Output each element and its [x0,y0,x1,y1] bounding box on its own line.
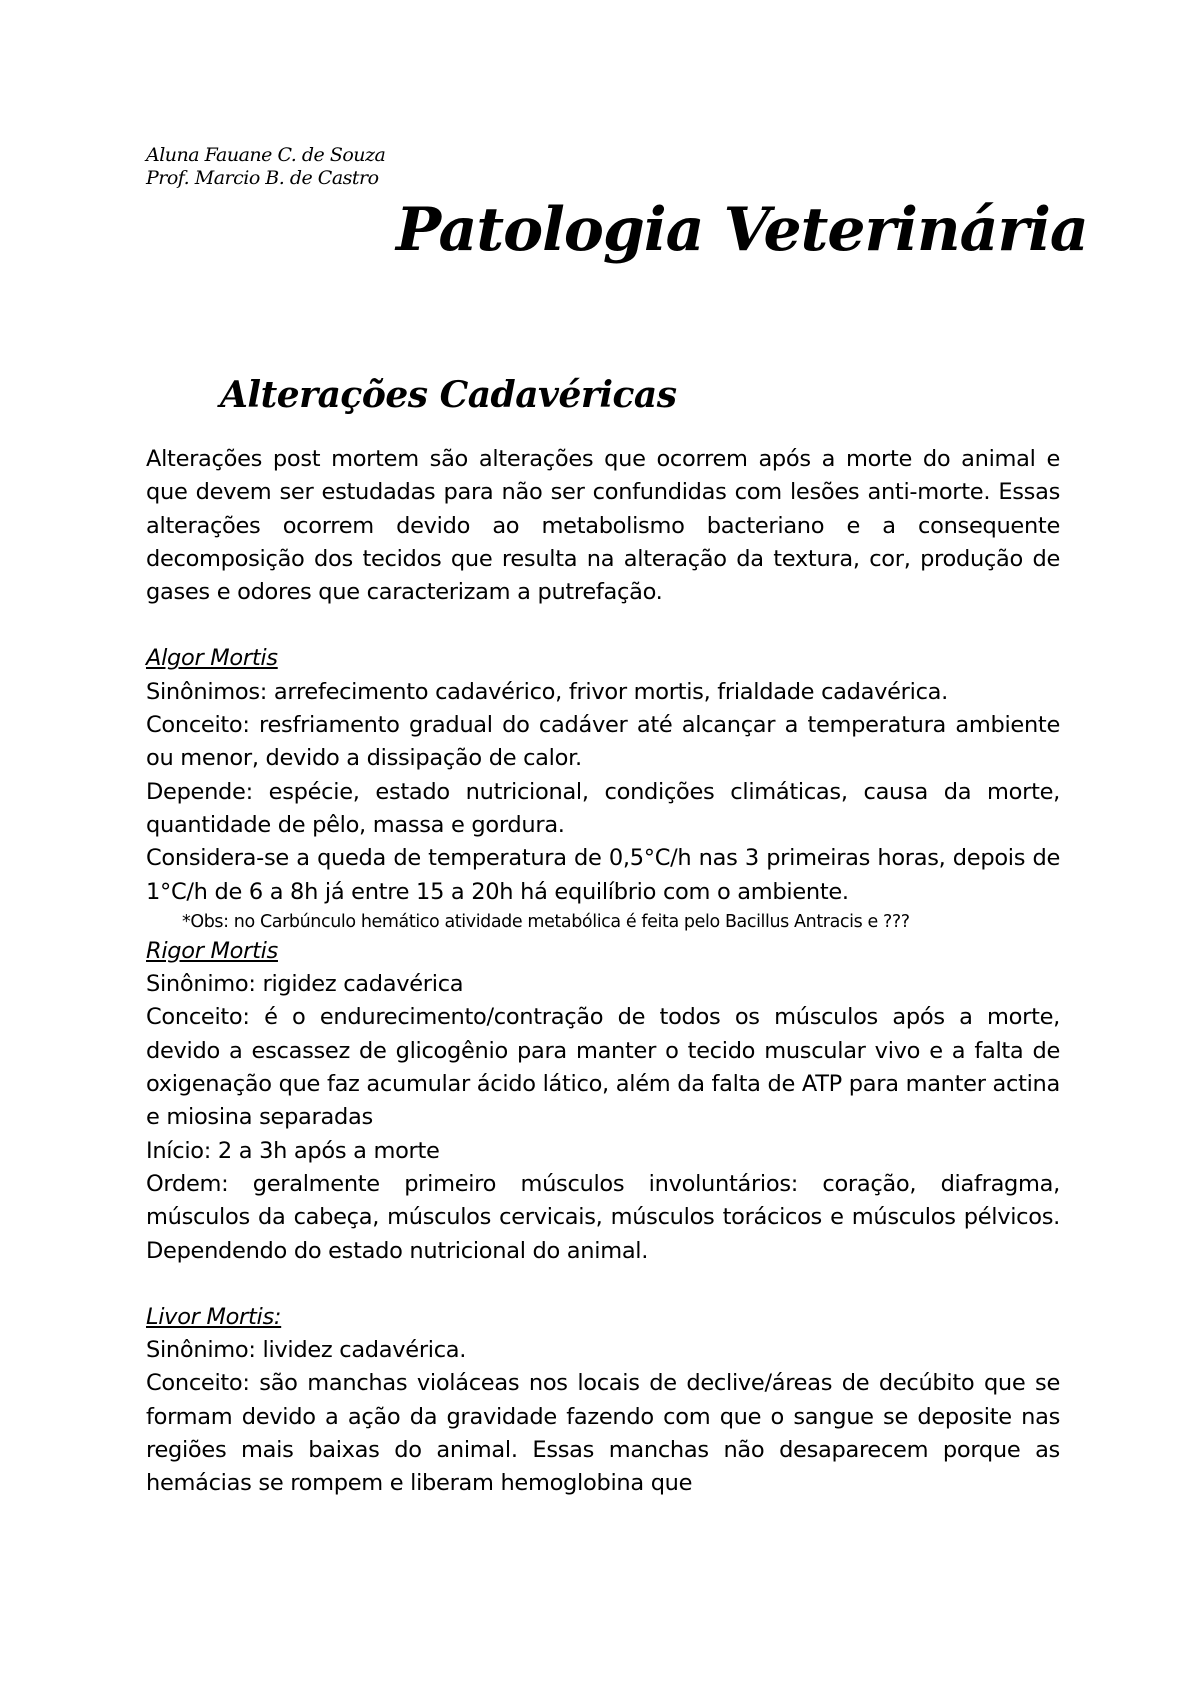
algor-sinonimos: Sinônimos: arrefecimento cadavérico, frivor mortis, frialdade cadavérica. [146,678,948,705]
rigor-inicio: Início: 2 a 3h após a morte [146,1137,440,1164]
algor-temperatura: Considera-se a queda de temperatura de 0,5°C/h nas 3 primeiras horas, depois de 1°C/h de 6 a 8h já entre 15 a 20h há equilíbrio com o ambiente. [146,845,1060,905]
spacer [146,1268,1060,1301]
document-body [146,443,1060,1501]
rigor-mortis-heading: Rigor Mortis [146,937,278,964]
algor-depende: Depende: espécie, estado nutricional, condições climáticas, causa da morte, quantidade de pêlo, massa e gordura. [146,778,1060,838]
author-line-student: Aluna Fauane C. de Souza [146,144,386,166]
algor-conceito: Conceito: resfriamento gradual do cadáver até alcançar a temperatura ambiente ou menor, devido a dissipação de calor. [146,712,1060,772]
rigor-conceito: Conceito: é o endurecimento/contração de todos os músculos após a morte, devido a escassez de glicogênio para manter o tecido muscular vivo e a falta de oxigenação que faz acumular ácido lático, além da falta de ATP para manter actina e miosina separadas [146,1004,1060,1131]
algor-mortis-heading: Algor Mortis [146,645,278,672]
livor-sinonimo: Sinônimo: lividez cadavérica. [146,1337,467,1364]
author-line-professor: Prof. Marcio B. de Castro [146,167,379,189]
livor-mortis-heading: Livor Mortis: [146,1303,282,1330]
section-title: Alterações Cadavéricas [220,374,677,416]
rigor-sinonimo: Sinônimo: rigidez cadavérica [146,971,464,998]
document-title: Patologia Veterinária [396,195,1088,265]
rigor-ordem: Ordem: geralmente primeiro músculos involuntários: coração, diafragma, músculos da cabeça, músculos cervicais, músculos torácicos e músculos pélvicos. Dependendo do estado nutricional do animal. [146,1170,1060,1264]
spacer [146,609,1060,642]
livor-conceito: Conceito: são manchas violáceas nos locais de declive/áreas de decúbito que se formam devido a ação da gravidade fazendo com que o sangue se deposite nas regiões mais baixas do animal. Essas manchas não desaparecem porque as hemácias se rompem e liberam hemoglobina que [146,1370,1060,1497]
algor-observacao: *Obs: no Carbúnculo hemático atividade metabólica é feita pelo Bacillus Antracis e ??? [182,911,910,932]
intro-paragraph: Alterações post mortem são alterações que ocorrem após a morte do animal e que devem ser estudadas para não ser confundidas com lesões anti-morte. Essas alterações ocorrem devido ao metabolismo bacteriano e a consequente decomposição dos tecidos que resulta na alteração da textura, cor, produção de gases e odores que caracterizam a putrefação. [146,446,1060,606]
